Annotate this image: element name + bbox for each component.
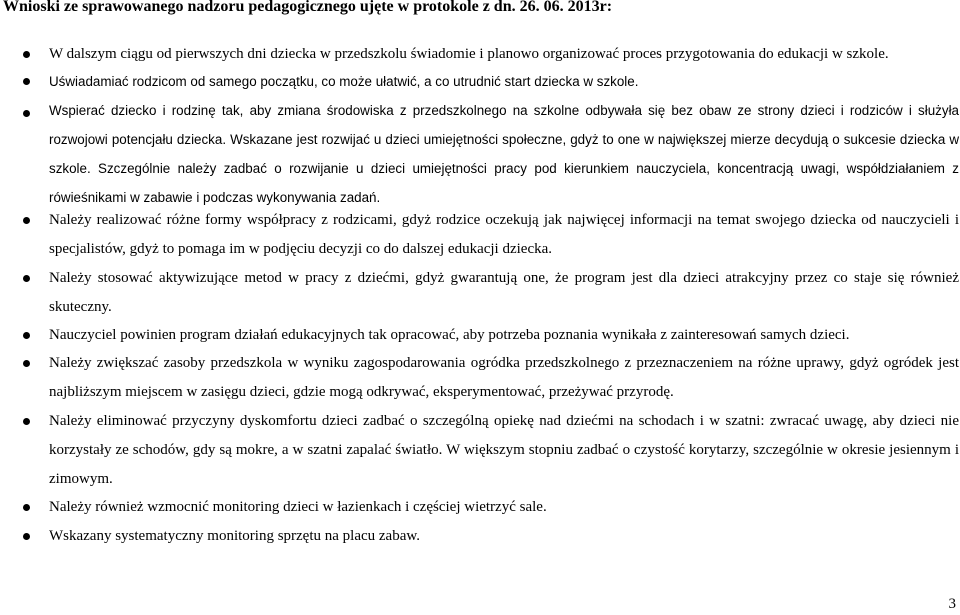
bullet-icon: [23, 217, 30, 224]
bullet-icon: [23, 332, 30, 339]
list-item-text: Wskazany systematyczny monitoring sprzętu na placu zabaw.: [49, 528, 420, 544]
bullet-icon: [23, 418, 30, 425]
list-item-text: Należy realizować różne formy współpracy z rodzicami, gdyż rodzice oczekują jak najwięcej informacji na temat swojego dziecka od nauczycieli i specjalistów, gdyż to pomaga im w podjęciu decyzji co do dalszej edukacji dziecka.: [49, 212, 959, 257]
document-title: Wnioski ze sprawowanego nadzoru pedagogicznego ujęte w protokole z dn. 26. 06. 2013r:: [3, 0, 613, 15]
page-number: 3: [948, 596, 956, 612]
list-item-text: Należy eliminować przyczyny dyskomfortu dzieci zadbać o szczególną opiekę nad dziećmi na schodach i w szatni: zwracać uwagę, aby dzieci nie korzystały ze schodów, gdy są mokre, a w szatni zapalać światło. W większym stopniu zadbać o czystość korytarzy, szczególnie w okresie jesiennym i zimowym.: [49, 413, 959, 487]
list-item-text: Wspierać dziecko i rodzinę tak, aby zmiana środowiska z przedszkolnego na szkolne odbywała się bez obaw ze strony dzieci i rodziców i służyła rozwojowi potencjału dziecka. Wskazane jest rozwijać u dzieci umiejętności społeczne, gdyż to one w największej mierze decydują o sukcesie dziecka w szkole. Szczególnie należy zadbać o rozwijanie u dzieci umiejętności pracy pod kierunkiem nauczyciela, koncentracją uwagi, współdziałaniem z rówieśnikami w zabawie i podczas wykonywania zadań.: [49, 103, 959, 205]
bullet-icon: [23, 504, 30, 511]
bullet-icon: [23, 51, 30, 58]
list-item-text: Należy zwiększać zasoby przedszkola w wyniku zagospodarowania ogródka przedszkolnego z przeznaczeniem na różne uprawy, gdyż ogródek jest najbliższym miejscem w zasięgu dzieci, gdzie mogą odkrywać, eksperymentować, przeżywać przyrodę.: [49, 355, 959, 400]
bullet-icon: [23, 533, 30, 540]
list-item-text: Należy stosować aktywizujące metod w pracy z dziećmi, gdyż gwarantują one, że program jest dla dzieci atrakcyjny przez co staje się również skuteczny.: [49, 270, 959, 315]
bullet-icon: [23, 275, 30, 282]
list-item-text: Uświadamiać rodzicom od samego początku, co może ułatwić, a co utrudnić start dziecka w szkole.: [49, 74, 639, 89]
bullet-icon: [23, 360, 30, 367]
list-item-text: Należy również wzmocnić monitoring dzieci w łazienkach i częściej wietrzyć sale.: [49, 499, 547, 515]
bullet-icon: [23, 110, 30, 117]
bullet-icon: [23, 78, 30, 85]
list-item-text: W dalszym ciągu od pierwszych dni dziecka w przedszkolu świadomie i planowo organizować proces przygotowania do edukacji w szkole.: [49, 46, 889, 62]
list-item-text: Nauczyciel powinien program działań edukacyjnych tak opracować, aby potrzeba poznania wynikała z zainteresowań samych dzieci.: [49, 327, 850, 343]
